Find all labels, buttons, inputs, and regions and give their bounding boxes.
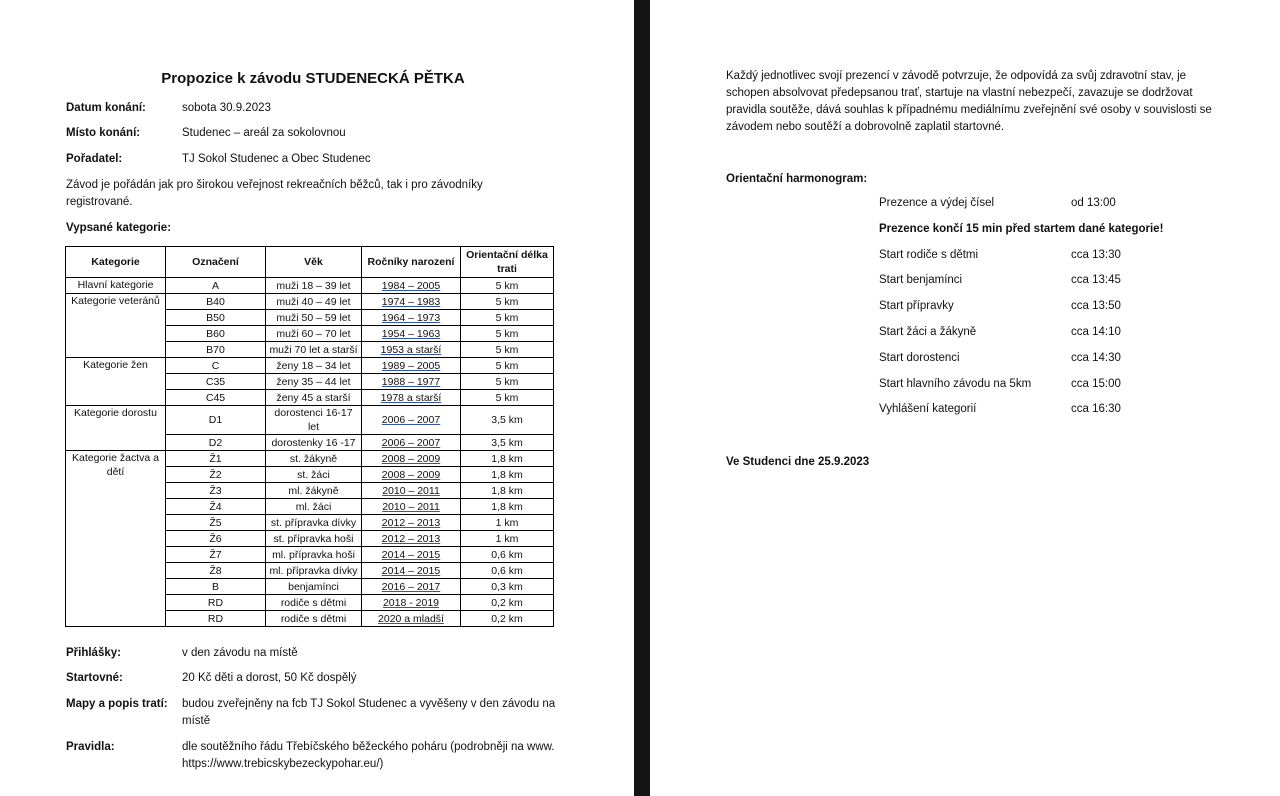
schedule-heading: Orientační harmonogram:: [726, 173, 868, 185]
birth-years-cell: 1974 – 1983: [362, 294, 461, 310]
info-value: Studenec – areál za sokolovnou: [182, 127, 346, 139]
schedule-time: cca 13:45: [1071, 274, 1121, 287]
distance-cell: 3,5 km: [461, 435, 554, 451]
schedule-time: od 13:00: [1071, 197, 1116, 209]
age-cell: dorostenci 16-17 let: [266, 406, 362, 435]
table-header-cell: Věk: [266, 247, 362, 278]
distance-cell: 0,2 km: [461, 611, 554, 627]
schedule-activity: Start žáci a žákyně: [879, 326, 977, 338]
birth-years-cell: 2006 – 2007: [362, 435, 461, 451]
code-cell: Ž6: [166, 531, 266, 547]
table-row: [66, 358, 554, 374]
schedule-item: [879, 197, 1219, 215]
age-cell: muži 18 – 39 let: [266, 278, 362, 294]
code-cell: Ž3: [166, 483, 266, 499]
code-cell: B40: [166, 294, 266, 310]
birth-years-cell: 1989 – 2005: [362, 358, 461, 374]
category-name-cell: Kategorie dorostu: [66, 406, 166, 451]
schedule-item: [879, 378, 1219, 396]
schedule-time: cca 14:10: [1071, 326, 1121, 338]
distance-cell: 1,8 km: [461, 451, 554, 467]
age-cell: rodiče s dětmi: [266, 611, 362, 627]
distance-cell: 5 km: [461, 358, 554, 374]
distance-cell: 0,3 km: [461, 579, 554, 595]
birth-years-cell: 2016 – 2017: [362, 579, 461, 595]
info-label: Přihlášky:: [66, 647, 121, 659]
code-cell: C35: [166, 374, 266, 390]
age-cell: st. žákyně: [266, 451, 362, 467]
birth-years-cell: 1953 a starší: [362, 342, 461, 358]
categories-table: [65, 246, 554, 627]
birth-years-cell: 1978 a starší: [362, 390, 461, 406]
right-document-page: [650, 0, 1280, 796]
birth-years-cell: 2010 – 2011: [362, 483, 461, 499]
table-row: [66, 294, 554, 310]
birth-years-cell: 2012 – 2013: [362, 515, 461, 531]
birth-years-cell: 2010 – 2011: [362, 499, 461, 515]
category-name-cell: Hlavní kategorie: [66, 278, 166, 294]
table-header-cell: Orientační délka trati: [461, 247, 554, 278]
schedule-time: cca 13:50: [1071, 300, 1121, 313]
category-name-cell: Kategorie žactva a dětí: [66, 451, 166, 627]
distance-cell: 3,5 km: [461, 406, 554, 435]
info-value: sobota 30.9.2023: [182, 102, 271, 114]
age-cell: ženy 18 – 34 let: [266, 358, 362, 374]
age-cell: muži 50 – 59 let: [266, 310, 362, 326]
table-row: [66, 406, 554, 435]
info-label: Startovné:: [66, 672, 123, 684]
table-row: [66, 451, 554, 467]
schedule-item: [879, 352, 1219, 370]
age-cell: ženy 35 – 44 let: [266, 374, 362, 390]
age-cell: st. přípravka hoši: [266, 531, 362, 547]
info-label: Pravidla:: [66, 741, 115, 753]
schedule-time: cca 14:30: [1071, 351, 1121, 364]
schedule-activity: Start benjamínci: [879, 274, 963, 287]
left-document-page: [0, 0, 634, 796]
distance-cell: 1,8 km: [461, 499, 554, 515]
schedule-time: cca 15:00: [1071, 377, 1121, 390]
age-cell: benjamínci: [266, 579, 362, 595]
categories-heading: Vypsané kategorie:: [66, 222, 172, 234]
distance-cell: 0,6 km: [461, 547, 554, 563]
code-cell: RD: [166, 611, 266, 627]
code-cell: RD: [166, 595, 266, 611]
distance-cell: 5 km: [461, 390, 554, 406]
age-cell: ml. přípravka hoši: [266, 547, 362, 563]
age-cell: muži 70 let a starší: [266, 342, 362, 358]
code-cell: Ž8: [166, 563, 266, 579]
table-header-row: [66, 247, 554, 278]
birth-years-cell: 2014 – 2015: [362, 547, 461, 563]
code-cell: Ž4: [166, 499, 266, 515]
code-cell: D1: [166, 406, 266, 435]
document-title: Propozice k závodu STUDENECKÁ PĚTKA: [161, 70, 465, 87]
distance-cell: 0,2 km: [461, 595, 554, 611]
code-cell: C: [166, 358, 266, 374]
schedule-time: cca 16:30: [1071, 403, 1121, 416]
age-cell: ml. žáci: [266, 499, 362, 515]
age-cell: ml. žákyně: [266, 483, 362, 499]
code-cell: Ž2: [166, 467, 266, 483]
schedule-item: [879, 223, 1219, 241]
schedule-item: [879, 300, 1219, 318]
schedule-item: [879, 326, 1219, 344]
distance-cell: 5 km: [461, 342, 554, 358]
category-name-cell: Kategorie veteránů: [66, 294, 166, 358]
distance-cell: 5 km: [461, 326, 554, 342]
info-value: TJ Sokol Studenec a Obec Studenec: [182, 153, 371, 165]
distance-cell: 1 km: [461, 515, 554, 531]
schedule-activity: Prezence končí 15 min před startem dané kategorie!: [879, 222, 1164, 235]
code-cell: C45: [166, 390, 266, 406]
code-cell: Ž1: [166, 451, 266, 467]
birth-years-cell: 2020 a mladší: [362, 611, 461, 627]
info-label: Místo konání:: [66, 127, 141, 139]
info-label: Mapy a popis tratí:: [66, 698, 168, 710]
info-value: v den závodu na místě: [182, 647, 298, 659]
schedule-item: [879, 249, 1219, 267]
distance-cell: 5 km: [461, 374, 554, 390]
table-row: [66, 278, 554, 294]
info-value: dle soutěžního řádu Třebíčského běžeckého poháru (podrobněji na www. https://www.trebicskybezeckypohar.eu/): [182, 741, 555, 770]
consent-paragraph: Každý jednotlivec svojí prezencí v závodě potvrzuje, že odpovídá za svůj zdravotní stav, je schopen absolvovat předepsanou trať, startuje na vlastní nebezpečí, zavazuje se dodržovat pravidla soutěže, dává souhlas k případnému mediálnímu zveřejnění své osoby v souvislosti se závodem nebo soutěží a dobrovolně zaplatil startovné.: [726, 70, 1212, 133]
distance-cell: 1,8 km: [461, 483, 554, 499]
code-cell: B60: [166, 326, 266, 342]
birth-years-cell: 2008 – 2009: [362, 467, 461, 483]
code-cell: B50: [166, 310, 266, 326]
intro-paragraph: Závod je pořádán jak pro širokou veřejnost rekreačních běžců, tak i pro závodníky registrované.: [66, 179, 483, 208]
age-cell: muži 60 – 70 let: [266, 326, 362, 342]
table-header-cell: Označení: [166, 247, 266, 278]
info-label: Pořadatel:: [66, 153, 123, 165]
distance-cell: 5 km: [461, 294, 554, 310]
schedule-item: [879, 403, 1219, 421]
age-cell: muži 40 – 49 let: [266, 294, 362, 310]
birth-years-cell: 2012 – 2013: [362, 531, 461, 547]
age-cell: rodiče s dětmi: [266, 595, 362, 611]
birth-years-cell: 1954 – 1963: [362, 326, 461, 342]
category-name-cell: Kategorie žen: [66, 358, 166, 406]
distance-cell: 1,8 km: [461, 467, 554, 483]
code-cell: Ž5: [166, 515, 266, 531]
code-cell: B70: [166, 342, 266, 358]
birth-years-cell: 2014 – 2015: [362, 563, 461, 579]
schedule-activity: Start hlavního závodu na 5km: [879, 377, 1032, 390]
age-cell: ml. přípravka dívky: [266, 563, 362, 579]
schedule-activity: Start dorostenci: [879, 351, 960, 364]
birth-years-cell: 2008 – 2009: [362, 451, 461, 467]
birth-years-cell: 1984 – 2005: [362, 278, 461, 294]
age-cell: st. žáci: [266, 467, 362, 483]
schedule-activity: Vyhlášení kategorií: [879, 403, 977, 416]
age-cell: dorostenky 16 -17: [266, 435, 362, 451]
schedule-activity: Start rodiče s dětmi: [879, 248, 979, 261]
distance-cell: 1 km: [461, 531, 554, 547]
schedule-time: cca 13:30: [1071, 248, 1121, 261]
birth-years-cell: 2006 – 2007: [362, 406, 461, 435]
table-header-cell: Ročníky narození: [362, 247, 461, 278]
distance-cell: 5 km: [461, 278, 554, 294]
date-line: Ve Studenci dne 25.9.2023: [726, 456, 870, 468]
schedule-item: [879, 274, 1219, 292]
code-cell: Ž7: [166, 547, 266, 563]
age-cell: st. přípravka dívky: [266, 515, 362, 531]
birth-years-cell: 2018 - 2019: [362, 595, 461, 611]
distance-cell: 0,6 km: [461, 563, 554, 579]
birth-years-cell: 1964 – 1973: [362, 310, 461, 326]
info-value: 20 Kč děti a dorost, 50 Kč dospělý: [182, 672, 357, 684]
info-label: Datum konání:: [66, 102, 146, 114]
age-cell: ženy 45 a starší: [266, 390, 362, 406]
schedule-activity: Start přípravky: [879, 300, 954, 313]
code-cell: A: [166, 278, 266, 294]
table-header-cell: Kategorie: [66, 247, 166, 278]
code-cell: B: [166, 579, 266, 595]
distance-cell: 5 km: [461, 310, 554, 326]
info-value: budou zveřejněny na fcb TJ Sokol Studenec a vyvěšeny v den závodu na místě: [182, 698, 556, 727]
birth-years-cell: 1988 – 1977: [362, 374, 461, 390]
schedule-activity: Prezence a výdej čísel: [879, 197, 995, 209]
page-divider: [634, 0, 650, 796]
code-cell: D2: [166, 435, 266, 451]
